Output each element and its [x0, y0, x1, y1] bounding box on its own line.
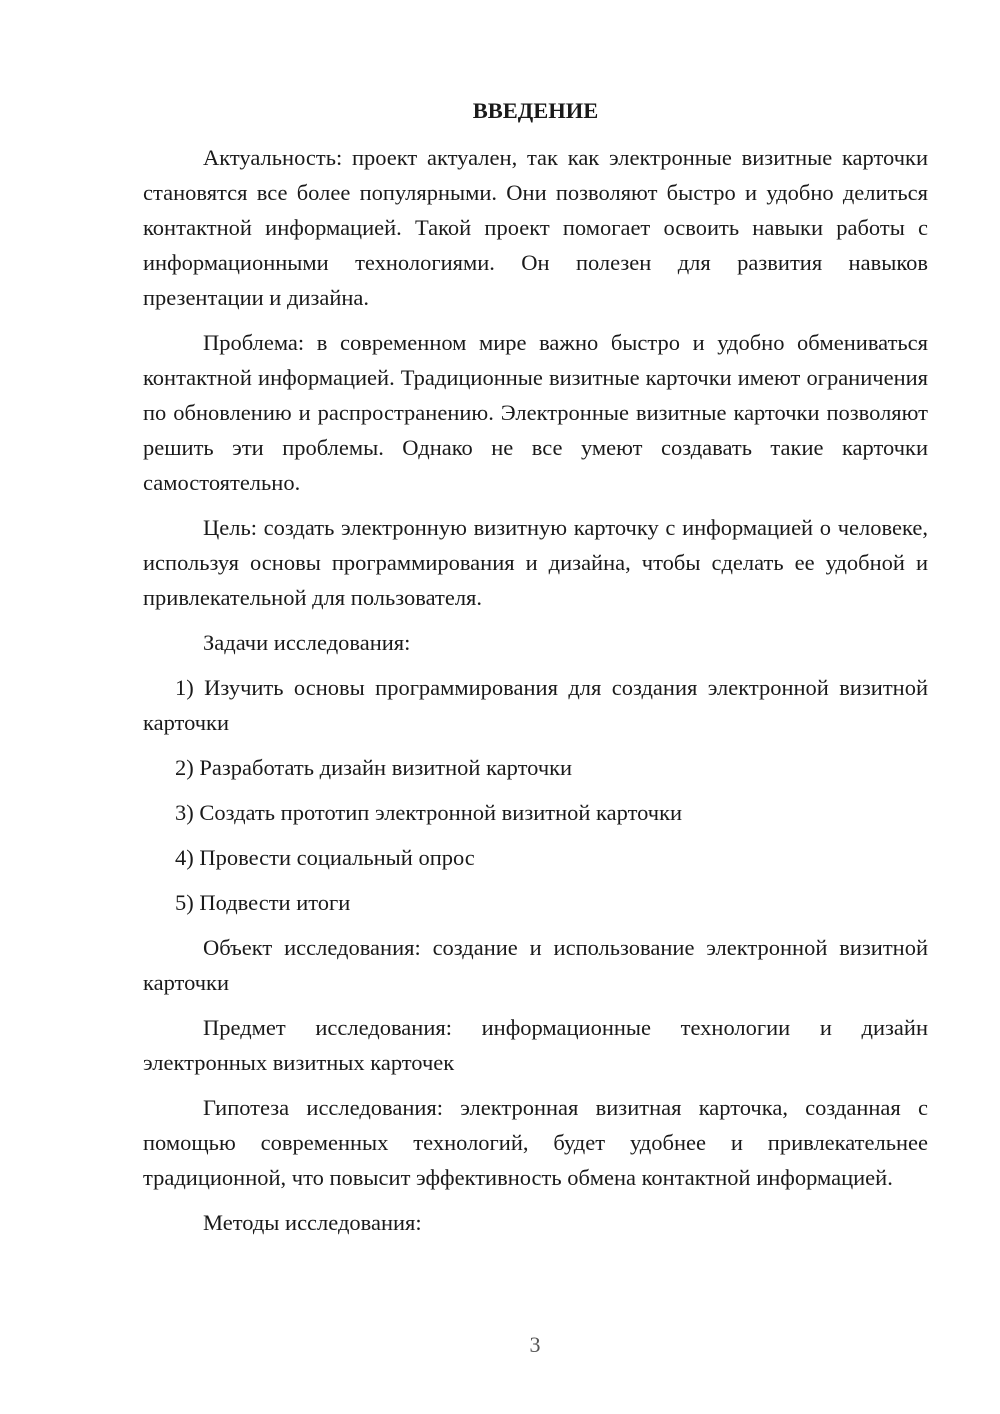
task-item-5: 5) Подвести итоги: [175, 890, 351, 915]
paragraph-problem: Проблема: в современном мире важно быстро и удобно обмениваться контактной информацией. Традиционные визитные карточки имеют ограничения по обновлению и распространению. Электронные визитные карточки позволяют решить эти проблемы. Однако не все умеют создавать такие карточки самостоятельно.: [143, 330, 928, 495]
section-heading: ВВЕДЕНИЕ: [472, 98, 599, 123]
page-content: [143, 92, 928, 1250]
paragraph-goal: Цель: создать электронную визитную карточку с информацией о человеке, используя основы программирования и дизайна, чтобы сделать ее удобной и привлекательной для пользователя.: [143, 515, 928, 610]
paragraph-methods: Методы исследования:: [203, 1210, 422, 1235]
page-number: 3: [529, 1332, 541, 1357]
paragraph-subject: Предмет исследования: информационные технологии и дизайн электронных визитных карточек: [143, 1015, 928, 1075]
task-item-1: 1) Изучить основы программирования для создания электронной визитной карточки: [143, 675, 928, 735]
task-item-2: 2) Разработать дизайн визитной карточки: [175, 755, 573, 780]
paragraph-object: Объект исследования: создание и использование электронной визитной карточки: [143, 935, 928, 995]
paragraph-hypothesis: Гипотеза исследования: электронная визитная карточка, созданная с помощью современных технологий, будет удобнее и привлекательнее традиционной, что повысит эффективность обмена контактной информацией.: [143, 1095, 928, 1190]
task-item-4: 4) Провести социальный опрос: [175, 845, 475, 870]
task-item-3: 3) Создать прототип электронной визитной карточки: [175, 800, 683, 825]
paragraph-relevance: Актуальность: проект актуален, так как электронные визитные карточки становятся все более популярными. Они позволяют быстро и удобно делиться контактной информацией. Такой проект помогает освоить навыки работы с информационными технологиями. Он полезен для развития навыков презентации и дизайна.: [143, 145, 928, 310]
paragraph-tasks-intro: Задачи исследования:: [203, 630, 411, 655]
